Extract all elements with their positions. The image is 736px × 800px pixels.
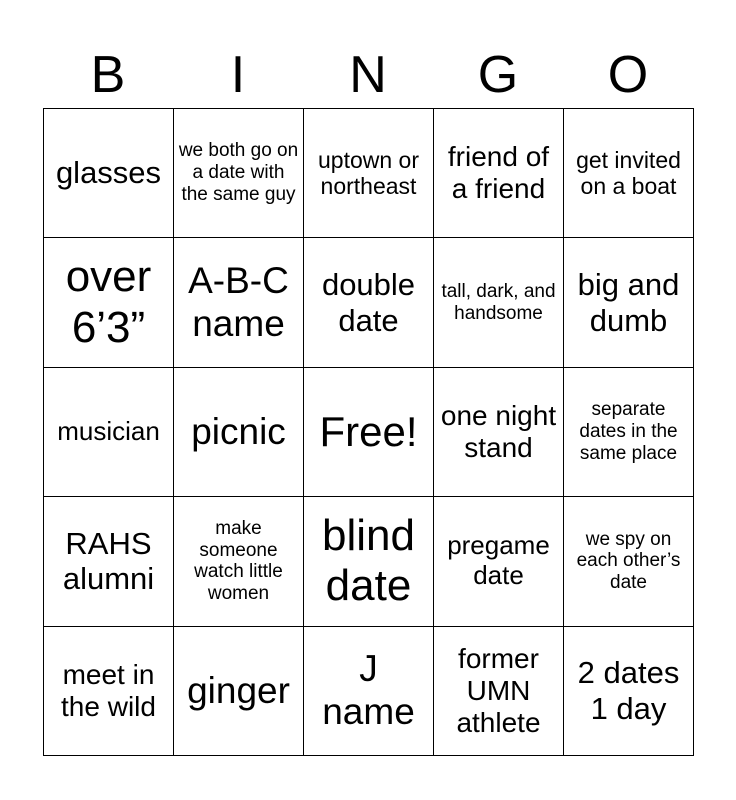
bingo-cell[interactable]: musician bbox=[44, 367, 174, 496]
header-letter-g: G bbox=[477, 46, 519, 104]
bingo-cell[interactable]: separate dates in the same place bbox=[564, 367, 694, 496]
bingo-cell[interactable]: friend of a friend bbox=[434, 109, 564, 238]
bingo-cell[interactable]: over 6’3” bbox=[44, 238, 174, 367]
header-letter-b: B bbox=[90, 46, 126, 104]
bingo-cell[interactable]: one night stand bbox=[434, 367, 564, 496]
bingo-cell[interactable]: get invited on a boat bbox=[564, 109, 694, 238]
bingo-cell[interactable]: J name bbox=[304, 626, 434, 755]
bingo-cell[interactable]: make someone watch little women bbox=[174, 497, 304, 626]
bingo-cell[interactable]: RAHS alumni bbox=[44, 497, 174, 626]
bingo-cell[interactable]: blind date bbox=[304, 497, 434, 626]
free-space-cell[interactable]: picnic bbox=[174, 367, 304, 496]
bingo-cell[interactable]: ginger bbox=[174, 626, 304, 755]
bingo-cell[interactable]: pregame date bbox=[434, 497, 564, 626]
bingo-cell[interactable]: 2 dates 1 day bbox=[564, 626, 694, 755]
bingo-cell[interactable]: glasses bbox=[44, 109, 174, 238]
header-letter-o: O bbox=[607, 46, 649, 104]
board-row bbox=[44, 367, 694, 496]
board-row bbox=[44, 109, 694, 238]
bingo-cell[interactable]: we spy on each other’s date bbox=[564, 497, 694, 626]
bingo-board bbox=[43, 108, 694, 756]
bingo-cell[interactable]: meet in the wild bbox=[44, 626, 174, 755]
board-row bbox=[44, 497, 694, 626]
bingo-cell[interactable]: uptown or northeast bbox=[304, 109, 434, 238]
board-row bbox=[44, 626, 694, 755]
bingo-header bbox=[43, 42, 693, 108]
bingo-cell[interactable]: double date bbox=[304, 238, 434, 367]
header-letter-n: N bbox=[349, 46, 387, 104]
bingo-cell[interactable]: tall, dark, and handsome bbox=[434, 238, 564, 367]
bingo-cell[interactable]: big and dumb bbox=[564, 238, 694, 367]
header-letter-i: I bbox=[230, 46, 246, 104]
board-row bbox=[44, 238, 694, 367]
bingo-cell[interactable]: A-B-C name bbox=[174, 238, 304, 367]
bingo-cell[interactable]: we both go on a date with the same guy bbox=[174, 109, 304, 238]
bingo-cell[interactable]: former UMN athlete bbox=[434, 626, 564, 755]
bingo-cell[interactable]: Free! bbox=[304, 367, 434, 496]
